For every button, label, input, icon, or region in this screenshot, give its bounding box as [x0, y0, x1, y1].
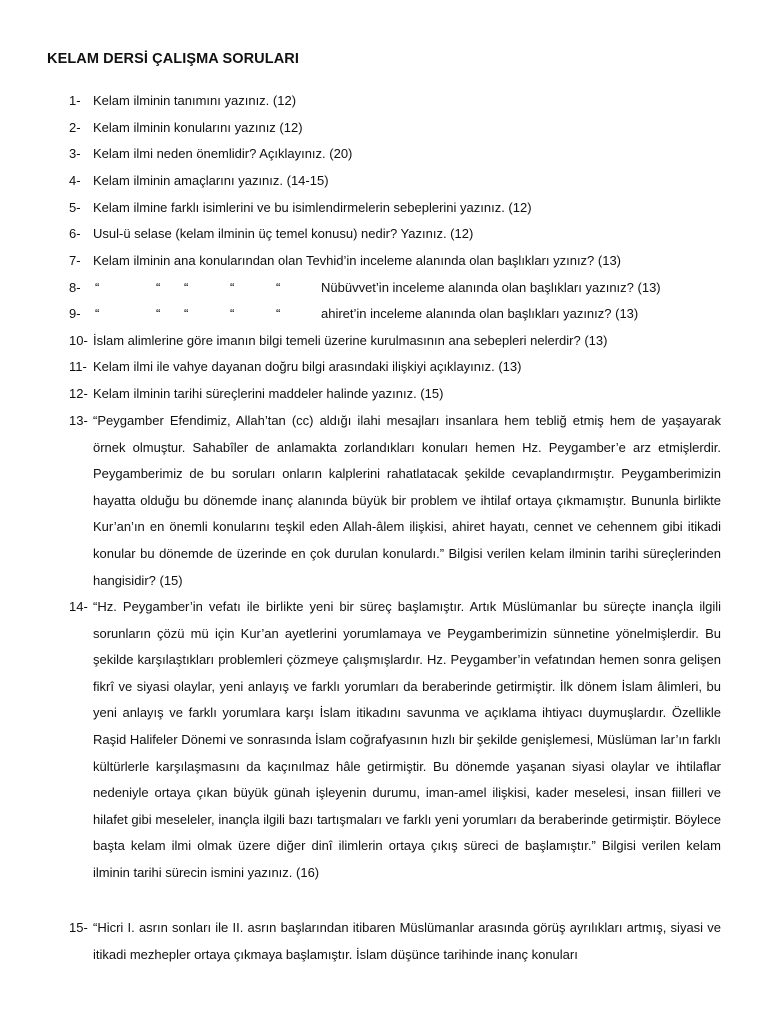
ditto-mark: “ — [276, 306, 281, 321]
ditto-mark: “ — [156, 306, 161, 321]
question-number: 3- — [69, 146, 81, 161]
question-text: Nübüvvet’in inceleme alanında olan başlıkları yazınız? (13) — [321, 280, 661, 295]
question-number: 15- — [69, 920, 88, 935]
question-number: 10- — [69, 333, 88, 348]
ditto-mark: “ — [156, 280, 161, 295]
question-text: Kelam ilmine farklı isimlerini ve bu isimlendirmelerin sebeplerini yazınız. (12) — [93, 200, 532, 215]
question-text: Kelam ilminin amaçlarını yazınız. (14-15) — [93, 173, 329, 188]
question-number: 14- — [69, 599, 88, 614]
question-text: Kelam ilminin konularını yazınız (12) — [93, 120, 303, 135]
ditto-mark: “ — [230, 306, 235, 321]
question-text: ahiret’in inceleme alanında olan başlıkları yazınız? (13) — [321, 306, 639, 321]
ditto-mark: “ — [184, 280, 189, 295]
question-text: İslam alimlerine göre imanın bilgi temeli üzerine kurulmasının ana sebepleri nelerdir? (13) — [93, 333, 608, 348]
question-number: 6- — [69, 226, 81, 241]
question-text: Kelam ilmi ile vahye dayanan doğru bilgi arasındaki ilişkiyi açıklayınız. (13) — [93, 359, 522, 374]
question-number: 11- — [69, 359, 87, 374]
ditto-mark: “ — [95, 306, 100, 321]
question-number: 13- — [69, 413, 88, 428]
question-number: 9- — [69, 306, 81, 321]
question-number: 7- — [69, 253, 81, 268]
ditto-mark: “ — [230, 280, 235, 295]
question-text: Kelam ilmi neden önemlidir? Açıklayınız. (20) — [93, 146, 353, 161]
question-number: 4- — [69, 173, 81, 188]
ditto-mark: “ — [95, 280, 100, 295]
question-paragraph: “Hz. Peygamber’in vefatı ile birlikte yeni bir süreç başlamıştır. Artık Müslümanlar bu süreçte inançla ilgili sorunların çözü mü için Kur’an ayetlerini yorumlamaya ve Peygamberimizin sünnetine yönelmişlerdir. Bu şekilde karşılaştıkları problemleri çözmeye çalışmışlardır. Hz. Peygamber’in vefatından hemen sonra gelişen fikrî ve siyasi olaylar, yeni anlayış ve farklı yorumları da beraberinde getirmiştir. İlk dönem İslam âlimleri, bu yeni anlayış ve farklı yorumlara karşı İslam itikadını savunma ve açıklama ihtiyacı duymuşlardır. Özellikle Raşid Halifeler Dönemi ve sonrasında İslam coğrafyasının hızlı bir şekilde genişlemesi, Müslüman lar’ın farklı kültürlerle karşılaşmasını da kaçınılmaz hâle getirmiştir. Bu dönemde yaşanan siyasi olaylar ve ihtilaflar nedeniyle ortaya çıkan büyük günah işleyenin durumu, iman-amel ilişkisi, kader meselesi, insan fiilleri ve hilafet gibi meseleler, inançla ilgili bazı tartışmaları ve farklı yeni yorumları da beraberinde getirmiştir. Böylece başta kelam ilmi olmak üzere diğer dinî ilimlerin ortaya çıkış süreci de başlamıştır.” Bilgisi verilen kelam ilminin tarihi sürecin ismini yazınız. (16) — [93, 599, 721, 880]
ditto-mark: “ — [184, 306, 189, 321]
ditto-mark: “ — [276, 280, 281, 295]
question-number: 12- — [69, 386, 88, 401]
page-title: KELAM DERSİ ÇALIŞMA SORULARI — [47, 51, 299, 67]
question-number: 2- — [69, 120, 81, 135]
question-number: 5- — [69, 200, 81, 215]
question-number: 1- — [69, 93, 81, 108]
question-paragraph: “Hicri I. asrın sonları ile II. asrın başlarından itibaren Müslümanlar arasında görüş ayrılıkları artmış, siyasi ve itikadi mezhepler ortaya çıkmaya başlamıştır. İslam düşünce tarihinde inanç konuları — [93, 920, 721, 962]
question-text: Kelam ilminin ana konularından olan Tevhid’in inceleme alanında olan başlıkları yzınız? (13) — [93, 253, 622, 268]
question-paragraph: “Peygamber Efendimiz, Allah’tan (cc) aldığı ilahi mesajları insanlara hem tebliğ etmiş hem de yaşayarak örnek olmuştur. Sahabîler de anlamakta zorlandıkları konuları hemen Hz. Peygamber’e arz etmişlerdir. Peygamberimiz de bu soruları onların kalplerini rahatlatacak şekilde cevaplandırmıştır. Peygamberimizin hayatta olduğu bu dönemde inanç alanında büyük bir problem ve ihtilaf ortaya çıkmamıştır. Bununla birlikte Kur’an’ın en önemli konularını teşkil eden Allah-âlem ilişkisi, ahiret hayatı, cennet ve cehennem gibi itikadi konular bu dönemde de üzerinde en çok durulan konulardı.” Bilgisi verilen kelam ilminin tarihi süreçlerinden hangisidir? (15) — [93, 413, 721, 588]
question-text: Kelam ilminin tarihi süreçlerini maddeler halinde yazınız. (15) — [93, 386, 444, 401]
question-text: Usul-ü selase (kelam ilminin üç temel konusu) nedir? Yazınız. (12) — [93, 226, 474, 241]
question-text: Kelam ilminin tanımını yazınız. (12) — [93, 93, 297, 108]
question-number: 8- — [69, 280, 81, 295]
